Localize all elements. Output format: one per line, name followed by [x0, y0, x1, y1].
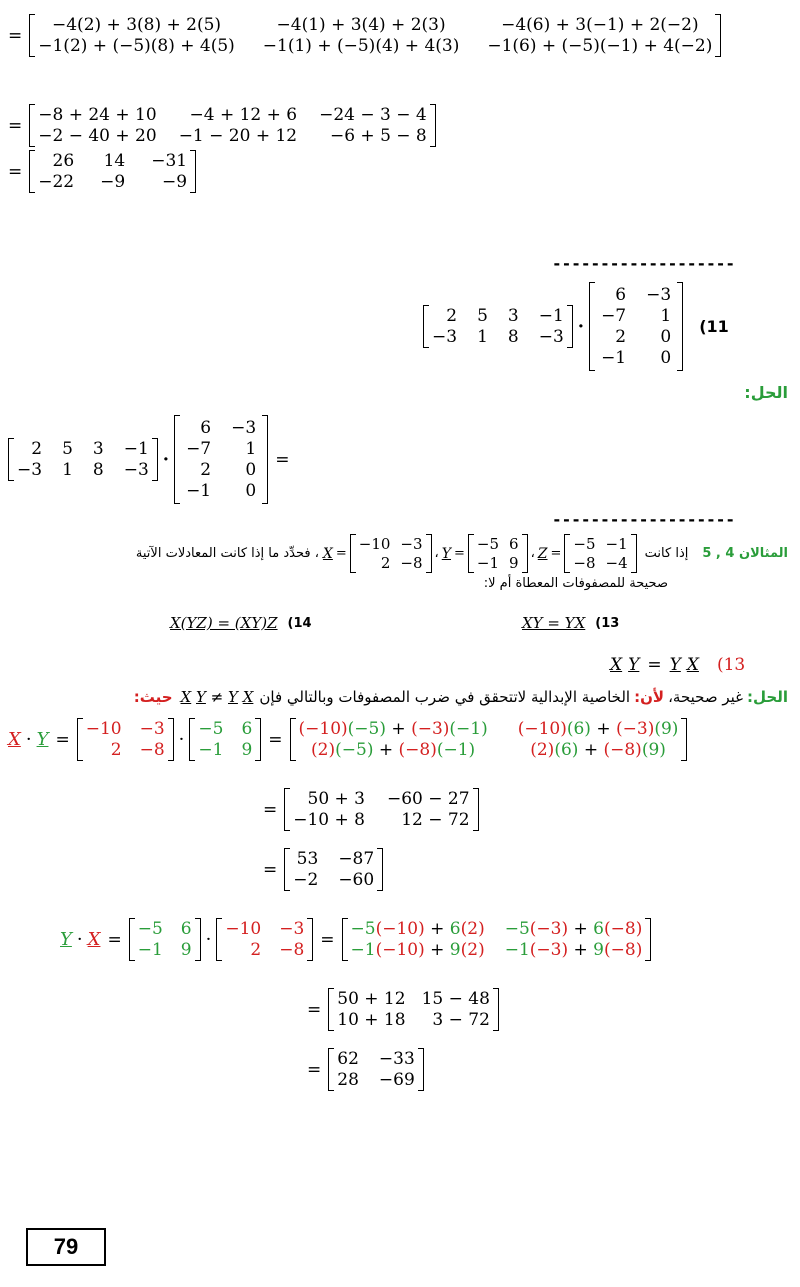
- matrix-cell: 14: [103, 151, 126, 171]
- matrix-cell: −7: [601, 306, 627, 326]
- matrix-cell: 8: [92, 460, 104, 480]
- matrix-cell: −1: [538, 306, 564, 326]
- matrix-cell: 0: [245, 481, 257, 501]
- matrix-cell: 26: [52, 151, 75, 171]
- matrix-cell: 2: [250, 940, 262, 960]
- matrix-y-green: [189, 718, 261, 761]
- expr-term: 6: [593, 919, 604, 939]
- matrix-cells: [14, 438, 152, 481]
- matrix-cell: −1: [186, 481, 212, 501]
- result-matrix-row: = 26 14 −31 −22 −9 −9: [8, 150, 196, 193]
- matrix-cell: −4(1) + 3(4) + 2(3): [276, 15, 446, 35]
- expr-term: (−8): [604, 919, 643, 939]
- matrix-x-red-2: [216, 918, 313, 961]
- example-header: المثالان 4 , 5 إذا كانت X = −10 −3 2 −8 ، Y = −5 6 −1 9 ، Z = −5 −1 −8 −4 ، فحدِّد ما إذا كانت المعادلات الآتية: [135, 535, 788, 572]
- eq13-header: X Y = Y X (13: [610, 655, 746, 675]
- matrix-cell: 3 − 72: [432, 1010, 490, 1030]
- matrix-a-copy: [8, 438, 158, 481]
- matrix-cells: [429, 305, 567, 348]
- matrix-cells: [35, 14, 715, 57]
- matrix-xy-expansion: [290, 718, 688, 761]
- matrix-cell: −24 − 3 − 4: [319, 105, 427, 125]
- matrix-cell: 10 + 18: [337, 1010, 406, 1030]
- expr-term: 6: [449, 919, 461, 939]
- matrix-cell: −6 + 5 − 8: [329, 126, 427, 146]
- matrix-cell: [351, 940, 485, 960]
- matrix-cells: [474, 534, 522, 573]
- matrix-a: [423, 305, 573, 348]
- matrix-cell: −5: [198, 719, 224, 739]
- expr-term: +: [373, 740, 399, 760]
- matrix-cell: −10: [225, 919, 262, 939]
- matrix-cell: −1(1) + (−5)(4) + 4(3): [262, 36, 460, 56]
- matrix-cell: 0: [660, 348, 672, 368]
- xy-step-2: = 50 + 3 −60 − 27 −10 + 8 12 − 72: [256, 788, 479, 831]
- matrix-cell: −9: [100, 172, 126, 192]
- matrix-cell: [299, 719, 488, 739]
- matrix-cell: −3: [646, 285, 672, 305]
- expr-term: (−10): [298, 719, 348, 739]
- matrix-cells: [35, 104, 430, 147]
- expr-term: (−8): [398, 740, 437, 760]
- expr-term: (2): [460, 919, 485, 939]
- yx-result: = 62 −33 28 −69: [300, 1048, 424, 1091]
- expansion-step-2: = −8 + 24 + 10 −4 + 12 + 6 −24 − 3 − 4 −2 − 40 + 20 −1 − 20 + 12 −6 + 5 − 8: [8, 104, 436, 147]
- matrix-cell: −5: [476, 535, 500, 553]
- expr-term: −5: [504, 919, 530, 939]
- matrix-cell: 2: [615, 327, 627, 347]
- matrix-cell: 53: [296, 849, 319, 869]
- expr-term: +: [578, 740, 604, 760]
- expr-term: (9): [654, 719, 679, 739]
- result-matrix: [29, 150, 196, 193]
- matrix-b: [589, 282, 683, 371]
- matrix-cell: −8 + 24 + 10: [38, 105, 157, 125]
- matrix-cell: −4 + 12 + 6: [189, 105, 298, 125]
- matrix-cell: 6: [241, 719, 253, 739]
- matrix-yx-expansion: [342, 918, 652, 961]
- matrix-y-header: [468, 534, 528, 573]
- expr-term: (2): [311, 740, 336, 760]
- yx-step-2: = 50 + 12 15 − 48 10 + 18 3 − 72: [300, 988, 499, 1031]
- matrix-cell: [505, 919, 643, 939]
- matrix-cells: [180, 415, 262, 504]
- matrix-cell: −3: [279, 919, 305, 939]
- matrix-cell: −4(6) + 3(−1) + 2(−2): [501, 15, 699, 35]
- matrix-cell: −87: [338, 849, 375, 869]
- expr-term: (−5): [347, 719, 386, 739]
- matrix-cell: [505, 940, 643, 960]
- example-label: المثالان 4 , 5: [702, 546, 788, 561]
- problem-11: 2 5 3 −1 −3 1 8 −3 · 6 −3 −7 1 2 0 −1 0 (11: [423, 282, 729, 371]
- expr-term: +: [568, 940, 594, 960]
- matrix-cell: −3: [400, 535, 423, 553]
- matrix-cell: −10: [85, 719, 122, 739]
- y-times-x: Y · X = −5 6 −1 9 · −10 −3 2 −8 = −5(−10) + 6(2) −5(−3) + 6(−8) −1(−10) + 9(2) −1(−3) + 9(−8): [60, 918, 651, 961]
- expr-term: +: [590, 719, 617, 739]
- matrix-y-green-2: [129, 918, 201, 961]
- matrix-cell: 3: [92, 439, 104, 459]
- solution-2-text: الحل: غير صحيحة، لأن: الخاصية الإبدالية لاتتحقق في ضرب المصفوفات وبالتالي فإن X Y ≠ Y X حيث:: [133, 688, 788, 706]
- expr-term: +: [568, 919, 594, 939]
- expr-term: (−10): [517, 719, 567, 739]
- matrix-cells: [222, 918, 307, 961]
- expr-term: (−3): [616, 719, 655, 739]
- matrix-cell: −1(6) + (−5)(−1) + 4(−2): [487, 36, 713, 56]
- matrix-cell: 2: [380, 554, 391, 572]
- matrix-cell: 12 − 72: [401, 810, 470, 830]
- matrix-cell: 2: [200, 460, 212, 480]
- expr-term: −1: [350, 940, 376, 960]
- matrix-cell: −1: [137, 940, 163, 960]
- expr-term: (9): [641, 740, 666, 760]
- matrix-cell: −3: [123, 460, 149, 480]
- matrix-cell: −1: [198, 740, 224, 760]
- matrix-cell: 9: [241, 740, 253, 760]
- matrix-cell: −1: [605, 535, 628, 553]
- expr-term: (−10): [375, 940, 425, 960]
- matrix-cell: 9: [509, 554, 519, 572]
- matrix-cell: [299, 740, 488, 760]
- matrix-cell: −5: [573, 535, 596, 553]
- matrix-cell: −33: [378, 1049, 415, 1069]
- question-13: XY = YX (13: [522, 614, 620, 632]
- expr-term: (−8): [603, 740, 642, 760]
- matrix-cell: −22: [38, 172, 75, 192]
- matrix-cell: −3: [231, 418, 257, 438]
- matrix-cell: −4: [605, 554, 628, 572]
- matrix-cell: 1: [245, 439, 257, 459]
- matrix-cell: 2: [446, 306, 458, 326]
- solution-setup: 2 5 3 −1 −3 1 8 −3 · 6 −3 −7 1 2 0 −1 0 =: [8, 415, 296, 504]
- expr-term: −5: [350, 919, 376, 939]
- matrix-cell: −7: [186, 439, 212, 459]
- expr-term: (2): [530, 740, 555, 760]
- solution-label: الحل:: [744, 383, 788, 402]
- expr-term: (6): [566, 719, 591, 739]
- matrix-cell: 6: [615, 285, 627, 305]
- matrix-cells: [595, 282, 677, 371]
- expr-term: (−8): [604, 940, 643, 960]
- matrix-cell: 50 + 3: [307, 789, 365, 809]
- matrix-x-header: [350, 534, 432, 573]
- matrix-cells: [334, 1048, 418, 1091]
- matrix-cell: −8: [400, 554, 423, 572]
- matrix-cell: −10: [358, 535, 391, 553]
- page-number: 79: [53, 1234, 79, 1259]
- matrix-cell: 1: [62, 460, 73, 480]
- expr-term: (6): [554, 740, 579, 760]
- matrix-cells: [356, 534, 426, 573]
- matrix-cell: −1: [123, 439, 149, 459]
- expr-term: −1: [504, 940, 530, 960]
- matrix-cell: −3: [139, 719, 165, 739]
- matrix-cell: −4(2) + 3(8) + 2(5): [52, 15, 222, 35]
- matrix-cell: −10 + 8: [293, 810, 365, 830]
- xy-result: = 53 −87 −2 −60: [256, 848, 383, 891]
- page-number-box: [26, 1228, 106, 1266]
- matrix-cell: −69: [378, 1070, 415, 1090]
- matrix-cell: [518, 719, 679, 739]
- matrix-cell: 62: [337, 1049, 359, 1069]
- question-14: X(YZ) = (XY)Z (14: [170, 614, 312, 632]
- matrix-cell: −8: [139, 740, 165, 760]
- matrix-cell: 9: [180, 940, 192, 960]
- matrix-cell: 1: [477, 327, 488, 347]
- matrix-cell: −8: [279, 940, 305, 960]
- expr-term: +: [386, 719, 412, 739]
- expr-term: (−3): [529, 940, 569, 960]
- matrix-cell: 2: [31, 439, 43, 459]
- matrix-cell: 2: [110, 740, 122, 760]
- matrix-cells: [195, 718, 255, 761]
- matrix-cells: [290, 788, 472, 831]
- expr-term: 9: [449, 940, 461, 960]
- matrix-cell: 8: [507, 327, 519, 347]
- matrix-cells: [290, 848, 377, 891]
- matrix-cells: [35, 150, 190, 193]
- matrix-x-red: [77, 718, 174, 761]
- matrix-cell: 50 + 12: [337, 989, 406, 1009]
- expr-term: (−10): [375, 919, 425, 939]
- matrix-expansion-2: [29, 104, 436, 147]
- matrix-cell: 0: [245, 460, 257, 480]
- matrix-cell: [518, 740, 679, 760]
- matrix-cell: −60 − 27: [387, 789, 470, 809]
- matrix-cell: 1: [660, 306, 672, 326]
- separator-line-2: -------------------: [552, 510, 736, 529]
- matrix-cell: 5: [477, 306, 488, 326]
- matrix-expansion-1: [29, 14, 721, 57]
- matrix-cell: −2 − 40 + 20: [38, 126, 157, 146]
- expr-term: (−5): [335, 740, 374, 760]
- matrix-cell: 3: [507, 306, 519, 326]
- expr-term: 9: [593, 940, 604, 960]
- matrix-b-copy: [174, 415, 268, 504]
- matrix-cell: 28: [337, 1070, 359, 1090]
- matrix-cells: [570, 534, 630, 573]
- matrix-cell: −9: [162, 172, 188, 192]
- expr-term: (−3): [411, 719, 450, 739]
- matrix-cell: −3: [17, 460, 43, 480]
- matrix-cell: −3: [538, 327, 564, 347]
- matrix-cell: −8: [573, 554, 596, 572]
- matrix-cell: −31: [151, 151, 188, 171]
- separator-line: -------------------: [552, 254, 736, 273]
- expr-term: (2): [460, 940, 485, 960]
- matrix-cells: [334, 988, 493, 1031]
- matrix-cell: −1: [476, 554, 500, 572]
- matrix-cell: 6: [180, 919, 192, 939]
- matrix-cell: −5: [137, 919, 163, 939]
- expr-term: (−3): [529, 919, 569, 939]
- example-line2: صحيحة للمصفوفات المعطاة أم لا:: [483, 576, 668, 591]
- matrix-cell: 0: [660, 327, 672, 347]
- matrix-cell: [351, 919, 485, 939]
- expansion-step-1: = −4(2) + 3(8) + 2(5) −4(1) + 3(4) + 2(3) −4(6) + 3(−1) + 2(−2) −1(2) + (−5)(8) + 4(5) −1(1) + (−5)(4) + 4(3) −1(6) + (−5)(−1) + 4(−2): [8, 14, 721, 57]
- matrix-z-header: [564, 534, 636, 573]
- matrix-cell: 6: [509, 535, 519, 553]
- matrix-cell: −1 − 20 + 12: [178, 126, 298, 146]
- expr-term: +: [424, 940, 450, 960]
- matrix-cells: [135, 918, 195, 961]
- matrix-cell: 15 − 48: [421, 989, 490, 1009]
- matrix-cell: −1: [601, 348, 627, 368]
- expr-term: +: [424, 919, 450, 939]
- matrix-cell: −60: [338, 870, 375, 890]
- expr-term: (−1): [449, 719, 488, 739]
- expr-term: (−1): [436, 740, 476, 760]
- matrix-cell: −1(2) + (−5)(8) + 4(5): [38, 36, 235, 56]
- matrix-cell: 6: [200, 418, 212, 438]
- x-times-y: X · Y = −10 −3 2 −8 · −5 6 −1 9 = (−10)(−5) + (−3)(−1) (−10)(6) + (−3)(9) (2)(−5) + (−8)(−1) (2)(6) + (−8)(9): [8, 718, 687, 761]
- matrix-cell: −3: [432, 327, 458, 347]
- problem-number: (11: [699, 317, 729, 336]
- matrix-cells: [83, 718, 168, 761]
- matrix-cell: 5: [62, 439, 73, 459]
- matrix-cell: −2: [293, 870, 319, 890]
